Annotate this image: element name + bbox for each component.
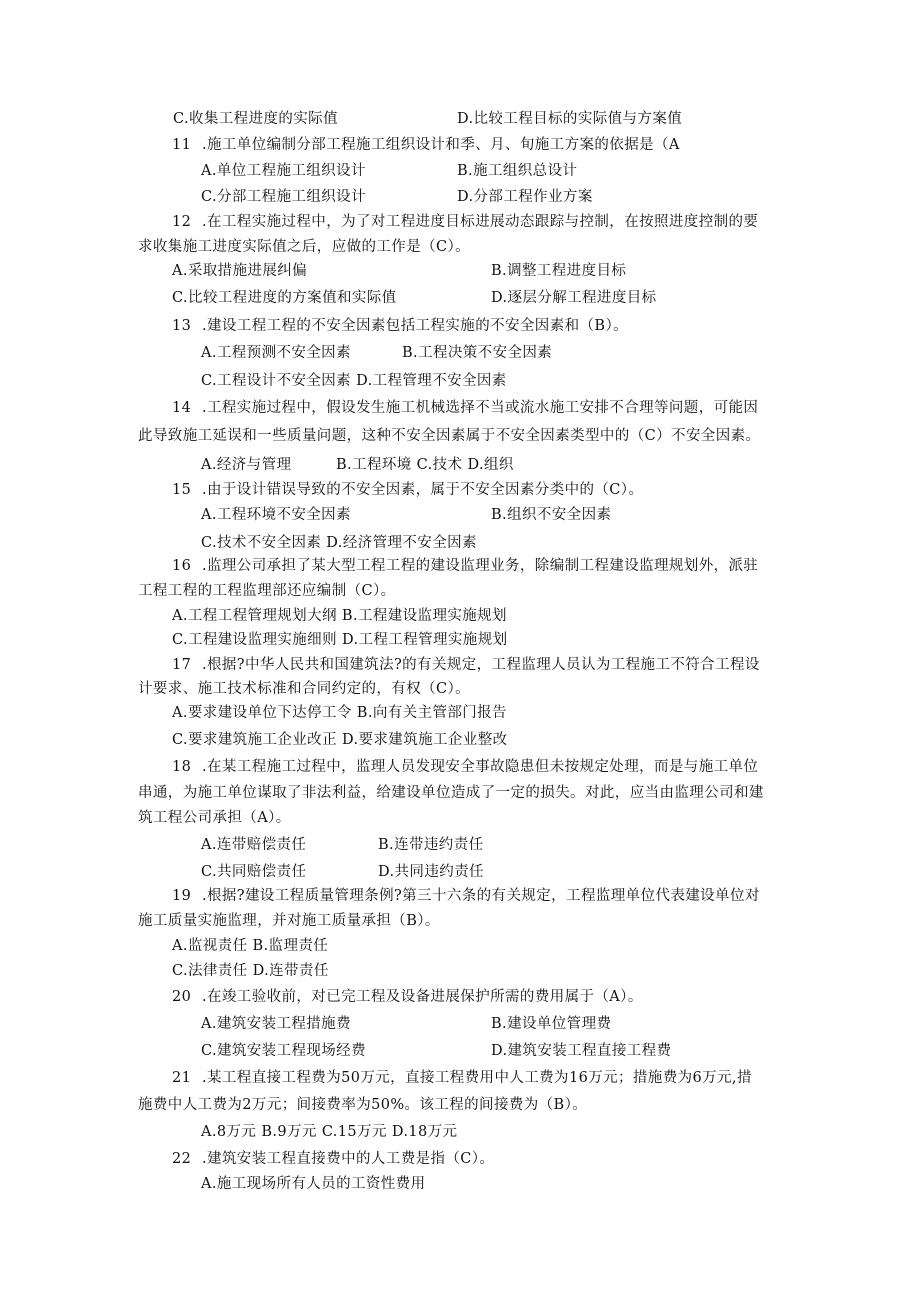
question-14 bbox=[172, 399, 758, 417]
option-a: A.建筑安装工程措施费 bbox=[201, 1016, 351, 1032]
question-continuation: 计要求、施工技术标准和合同约定的，有权（C）。 bbox=[138, 681, 471, 697]
option-a: A.施工现场所有人员的工资性费用 bbox=[201, 1176, 426, 1192]
question-text: .根据?建设工程质量管理条例?第三十六条的有关规定，工程监理单位代表建设单位对 bbox=[202, 888, 760, 904]
option-d: D.建筑安装工程直接工程费 bbox=[491, 1043, 672, 1059]
options-c-d: C.工程建设监理实施细则 D.工程工程管理实施规划 bbox=[172, 632, 508, 648]
question-number: 19 bbox=[172, 888, 192, 904]
question-number: 20 bbox=[172, 989, 192, 1005]
option-a: A.工程预测不安全因素 bbox=[201, 345, 351, 361]
options-a-b: A.工程工程管理规划大纲 B.工程建设监理实施规划 bbox=[172, 608, 507, 624]
question-number: 13 bbox=[172, 318, 192, 334]
question-continuation: 施工质量实施监理，并对施工质量承担（B）。 bbox=[138, 913, 440, 929]
options-c-d: C.要求建筑施工企业改正 D.要求建筑施工企业整改 bbox=[172, 732, 508, 748]
question-text: .由于设计错误导致的不安全因素，属于不安全因素分类中的（C）。 bbox=[202, 482, 644, 498]
question-continuation: 施费中人工费为2万元；间接费率为50%。该工程的间接费为（B）。 bbox=[138, 1097, 588, 1113]
option-b: B.施工组织总设计 bbox=[457, 163, 578, 179]
question-text: .施工单位编制分部工程施工组织设计和季、月、旬施工方案的依据是（A bbox=[202, 137, 680, 153]
question-15 bbox=[172, 481, 643, 499]
question-number: 18 bbox=[172, 759, 192, 775]
question-17 bbox=[172, 656, 760, 674]
question-continuation: 此导致施工延误和一些质量问题，这种不安全因素属于不安全因素类型中的（C）不安全因素。 bbox=[138, 428, 761, 444]
option-b: B.建设单位管理费 bbox=[491, 1016, 612, 1032]
question-number: 12 bbox=[172, 214, 192, 230]
question-18 bbox=[172, 758, 758, 776]
question-text: .工程实施过程中，假设发生施工机械选择不当或流水施工安排不合理等问题，可能因 bbox=[202, 400, 759, 416]
option-b: B.连带违约责任 bbox=[378, 837, 484, 853]
question-number: 21 bbox=[172, 1070, 192, 1086]
option-b: B.组织不安全因素 bbox=[491, 507, 612, 523]
option-a: A.采取措施进展纠偏 bbox=[172, 263, 308, 279]
question-number: 16 bbox=[172, 558, 192, 574]
option-d: D.逐层分解工程进度目标 bbox=[491, 290, 657, 306]
question-20 bbox=[172, 988, 643, 1006]
question-number: 17 bbox=[172, 657, 192, 673]
option-a: A.工程环境不安全因素 bbox=[201, 507, 351, 523]
question-text: .建筑安装工程直接费中的人工费是指（C）。 bbox=[202, 1151, 495, 1167]
options-a-b: A.监视责任 B.监理责任 bbox=[172, 938, 329, 954]
option-d: D.分部工程作业方案 bbox=[457, 189, 593, 205]
option-d: D.共同违约责任 bbox=[378, 864, 484, 880]
question-text: .根据?中华人民共和国建筑法?的有关规定，工程监理人员认为工程施工不符合工程设 bbox=[202, 657, 760, 673]
options-c-d: C.法律责任 D.连带责任 bbox=[172, 963, 329, 979]
option-b: B.工程决策不安全因素 bbox=[402, 345, 553, 361]
question-21 bbox=[172, 1069, 752, 1087]
question-text: .监理公司承担了某大型工程工程的建设监理业务，除编制工程建设监理规划外，派驻 bbox=[202, 558, 759, 574]
options-b-c-d: B.工程环境 C.技术 D.组织 bbox=[336, 457, 514, 473]
option-a: A.连带赔偿责任 bbox=[201, 837, 307, 853]
question-16 bbox=[172, 557, 758, 575]
question-number: 11 bbox=[172, 137, 192, 153]
question-continuation: 筑工程公司承担（A）。 bbox=[138, 810, 291, 826]
option-c: C.共同赔偿责任 bbox=[201, 864, 307, 880]
question-text: .在工程实施过程中，为了对工程进度目标进展动态跟踪与控制，在按照进度控制的要 bbox=[202, 214, 759, 230]
question-number: 14 bbox=[172, 400, 192, 416]
option-d: D.比较工程目标的实际值与方案值 bbox=[457, 111, 683, 127]
question-continuation: 工程工程的工程监理部还应编制（C）。 bbox=[138, 583, 396, 599]
question-continuation: 求收集施工进度实际值之后，应做的工作是（C）。 bbox=[138, 239, 471, 255]
question-number: 22 bbox=[172, 1151, 192, 1167]
option-a: A.经济与管理 bbox=[201, 457, 292, 473]
options-a-b: A.要求建设单位下达停工令 B.向有关主管部门报告 bbox=[172, 705, 507, 721]
option-c: C.比较工程进度的方案值和实际值 bbox=[172, 290, 397, 306]
question-continuation: 串通，为施工单位谋取了非法利益，给建设单位造成了一定的损失。对此，应当由监理公司和建 bbox=[138, 785, 764, 801]
option-a: A.单位工程施工组织设计 bbox=[201, 163, 366, 179]
option-b: B.调整工程进度目标 bbox=[491, 263, 627, 279]
question-number: 15 bbox=[172, 482, 192, 498]
question-text: .某工程直接工程费为50万元，直接工程费用中人工费为16万元；措施费为6万元,措 bbox=[202, 1070, 752, 1086]
question-19 bbox=[172, 887, 760, 905]
question-text: .在竣工验收前，对已完工程及设备进展保护所需的费用属于（A）。 bbox=[202, 989, 643, 1005]
question-13 bbox=[172, 317, 628, 335]
options-a-b-c-d: A.8万元 B.9万元 C.15万元 D.18万元 bbox=[201, 1124, 458, 1140]
option-c: C.分部工程施工组织设计 bbox=[201, 189, 366, 205]
question-11 bbox=[172, 136, 680, 154]
question-text: .在某工程施工过程中，监理人员发现安全事故隐患但未按规定处理，而是与施工单位 bbox=[202, 759, 759, 775]
options-c-d: C.工程设计不安全因素 D.工程管理不安全因素 bbox=[201, 373, 507, 389]
option-c: C.建筑安装工程现场经费 bbox=[201, 1043, 366, 1059]
question-text: .建设工程工程的不安全因素包括工程实施的不安全因素和（B）。 bbox=[202, 318, 629, 334]
question-22 bbox=[172, 1150, 494, 1168]
question-12 bbox=[172, 213, 758, 231]
options-c-d: C.技术不安全因素 D.经济管理不安全因素 bbox=[201, 535, 477, 551]
option-c: C.收集工程进度的实际值 bbox=[173, 111, 338, 127]
